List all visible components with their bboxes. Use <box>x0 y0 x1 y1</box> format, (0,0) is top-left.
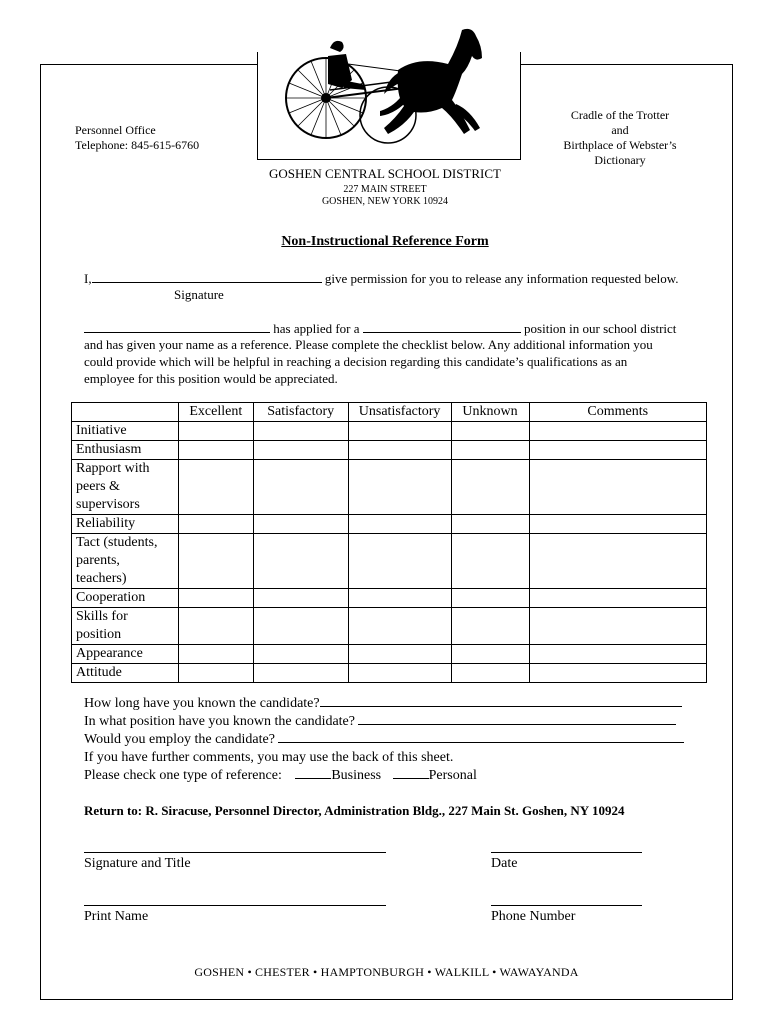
district-address-1: 227 MAIN STREET <box>343 184 427 195</box>
unknown-cell[interactable] <box>451 441 529 460</box>
question-position-label: In what position have you known the candidate? <box>84 714 355 729</box>
excellent-cell[interactable] <box>178 608 253 645</box>
paragraph-line-2: could provide which will be helpful in reaching a decision regarding this candidate’s qualifications as an <box>84 354 628 369</box>
unknown-cell[interactable] <box>451 515 529 534</box>
motto-line-1: Cradle of the Trotter <box>570 108 670 122</box>
phone-label: Phone Number <box>491 909 576 924</box>
print-name-line[interactable] <box>84 905 386 906</box>
instructions-paragraph <box>84 336 724 387</box>
telephone-label: Telephone: 845-615-6760 <box>75 138 200 152</box>
question-employ <box>84 731 709 749</box>
satisfactory-cell[interactable] <box>253 515 348 534</box>
applied-text-1: has applied for a <box>273 321 360 336</box>
date-line[interactable] <box>491 852 642 853</box>
reference-type-label: Please check one type of reference: <box>84 768 282 783</box>
personnel-office-block <box>75 123 255 153</box>
personal-check-field[interactable] <box>393 777 429 779</box>
unknown-cell[interactable] <box>451 645 529 664</box>
comments-cell[interactable] <box>529 608 707 645</box>
personnel-office-label: Personnel Office <box>75 123 156 137</box>
phone-line[interactable] <box>491 905 642 906</box>
checklist-header-row <box>72 403 707 422</box>
trait-label: Cooperation <box>72 589 179 608</box>
comments-cell[interactable] <box>529 460 707 515</box>
trait-label: Appearance <box>72 645 179 664</box>
horse-sulky-logo <box>278 20 496 152</box>
question-employ-label: Would you employ the candidate? <box>84 732 275 747</box>
unsatisfactory-cell[interactable] <box>348 422 451 441</box>
trait-label: Skills for position <box>72 608 179 645</box>
print-name-label: Print Name <box>84 909 149 924</box>
excellent-cell[interactable] <box>178 422 253 441</box>
question-how-long <box>84 695 709 713</box>
cradle-of-trotter-block <box>540 108 700 168</box>
column-header-unknown: Unknown <box>451 403 529 422</box>
excellent-cell[interactable] <box>178 441 253 460</box>
excellent-cell[interactable] <box>178 460 253 515</box>
unsatisfactory-cell[interactable] <box>348 515 451 534</box>
comments-cell[interactable] <box>529 441 707 460</box>
motto-line-2: and <box>611 123 629 137</box>
permission-prefix: I, <box>84 271 92 286</box>
excellent-cell[interactable] <box>178 589 253 608</box>
further-comments-note: If you have further comments, you may use the back of this sheet. <box>84 750 454 765</box>
business-check-field[interactable] <box>295 777 331 779</box>
unknown-cell[interactable] <box>451 664 529 683</box>
table-row <box>72 534 707 589</box>
unsatisfactory-cell[interactable] <box>348 460 451 515</box>
signature-caption: Signature <box>174 287 224 302</box>
unsatisfactory-cell[interactable] <box>348 441 451 460</box>
motto-line-4: Dictionary <box>594 153 646 167</box>
unsatisfactory-cell[interactable] <box>348 608 451 645</box>
trait-label: Attitude <box>72 664 179 683</box>
motto-line-3: Birthplace of Webster’s <box>563 138 677 152</box>
satisfactory-cell[interactable] <box>253 664 348 683</box>
table-row <box>72 589 707 608</box>
satisfactory-cell[interactable] <box>253 645 348 664</box>
reference-type-line <box>84 767 477 785</box>
permission-text: give permission for you to release any information requested below. <box>324 271 679 286</box>
comments-cell[interactable] <box>529 422 707 441</box>
table-row <box>72 608 707 645</box>
question-position <box>84 713 709 731</box>
unsatisfactory-cell[interactable] <box>348 589 451 608</box>
table-row <box>72 645 707 664</box>
table-row <box>72 515 707 534</box>
date-label: Date <box>491 856 518 871</box>
satisfactory-cell[interactable] <box>253 422 348 441</box>
paragraph-line-3: employee for this position would be appreciated. <box>84 371 338 386</box>
unsatisfactory-cell[interactable] <box>348 534 451 589</box>
trait-label: Rapport with peers & supervisors <box>72 460 179 515</box>
trait-label: Initiative <box>72 422 179 441</box>
satisfactory-cell[interactable] <box>253 589 348 608</box>
column-header-trait <box>72 403 179 422</box>
candidate-signature-field[interactable] <box>92 281 322 283</box>
comments-cell[interactable] <box>529 515 707 534</box>
column-header-excellent: Excellent <box>178 403 253 422</box>
column-header-unsatisfactory: Unsatisfactory <box>348 403 451 422</box>
table-row <box>72 441 707 460</box>
comments-cell[interactable] <box>529 589 707 608</box>
footer-towns: GOSHEN • CHESTER • HAMPTONBURGH • WALKILL • WAWAYANDA <box>194 965 579 979</box>
comments-cell[interactable] <box>529 534 707 589</box>
form-title: Non-Instructional Reference Form <box>281 234 489 249</box>
trait-label: Tact (students, parents, teachers) <box>72 534 179 589</box>
excellent-cell[interactable] <box>178 645 253 664</box>
known-position-field[interactable] <box>358 723 676 725</box>
trait-label: Enthusiasm <box>72 441 179 460</box>
excellent-cell[interactable] <box>178 664 253 683</box>
signature-title-label: Signature and Title <box>84 856 191 871</box>
comments-cell[interactable] <box>529 645 707 664</box>
table-row <box>72 664 707 683</box>
comments-cell[interactable] <box>529 664 707 683</box>
column-header-comments: Comments <box>529 403 707 422</box>
unknown-cell[interactable] <box>451 589 529 608</box>
unsatisfactory-cell[interactable] <box>348 645 451 664</box>
table-row <box>72 460 707 515</box>
reference-checklist-table <box>71 402 707 683</box>
applied-text-2: position in our school district <box>524 321 677 336</box>
satisfactory-cell[interactable] <box>253 608 348 645</box>
position-applied-field[interactable] <box>363 331 521 333</box>
satisfactory-cell[interactable] <box>253 441 348 460</box>
table-row <box>72 422 707 441</box>
return-to-instruction: Return to: R. Siracuse, Personnel Director, Administration Bldg., 227 Main St. Goshen, NY 10924 <box>84 803 625 818</box>
excellent-cell[interactable] <box>178 515 253 534</box>
trait-label: Reliability <box>72 515 179 534</box>
unknown-cell[interactable] <box>451 422 529 441</box>
column-header-satisfactory: Satisfactory <box>253 403 348 422</box>
unknown-cell[interactable] <box>451 534 529 589</box>
unknown-cell[interactable] <box>451 460 529 515</box>
unsatisfactory-cell[interactable] <box>348 664 451 683</box>
satisfactory-cell[interactable] <box>253 534 348 589</box>
unknown-cell[interactable] <box>451 608 529 645</box>
signature-title-line[interactable] <box>84 852 386 853</box>
employ-answer-field[interactable] <box>278 741 684 743</box>
how-long-field[interactable] <box>320 705 682 707</box>
district-address-2: GOSHEN, NEW YORK 10924 <box>321 196 449 207</box>
applied-line <box>84 320 714 337</box>
candidate-name-field[interactable] <box>84 331 270 333</box>
district-name: GOSHEN CENTRAL SCHOOL DISTRICT <box>269 166 501 181</box>
satisfactory-cell[interactable] <box>253 460 348 515</box>
business-option-label: Business <box>331 768 382 783</box>
question-how-long-label: How long have you known the candidate? <box>84 696 320 711</box>
paragraph-line-1: and has given your name as a reference. Please complete the checklist below. Any additional information you <box>84 337 653 352</box>
permission-line <box>84 270 714 287</box>
excellent-cell[interactable] <box>178 534 253 589</box>
personal-option-label: Personal <box>428 768 477 783</box>
